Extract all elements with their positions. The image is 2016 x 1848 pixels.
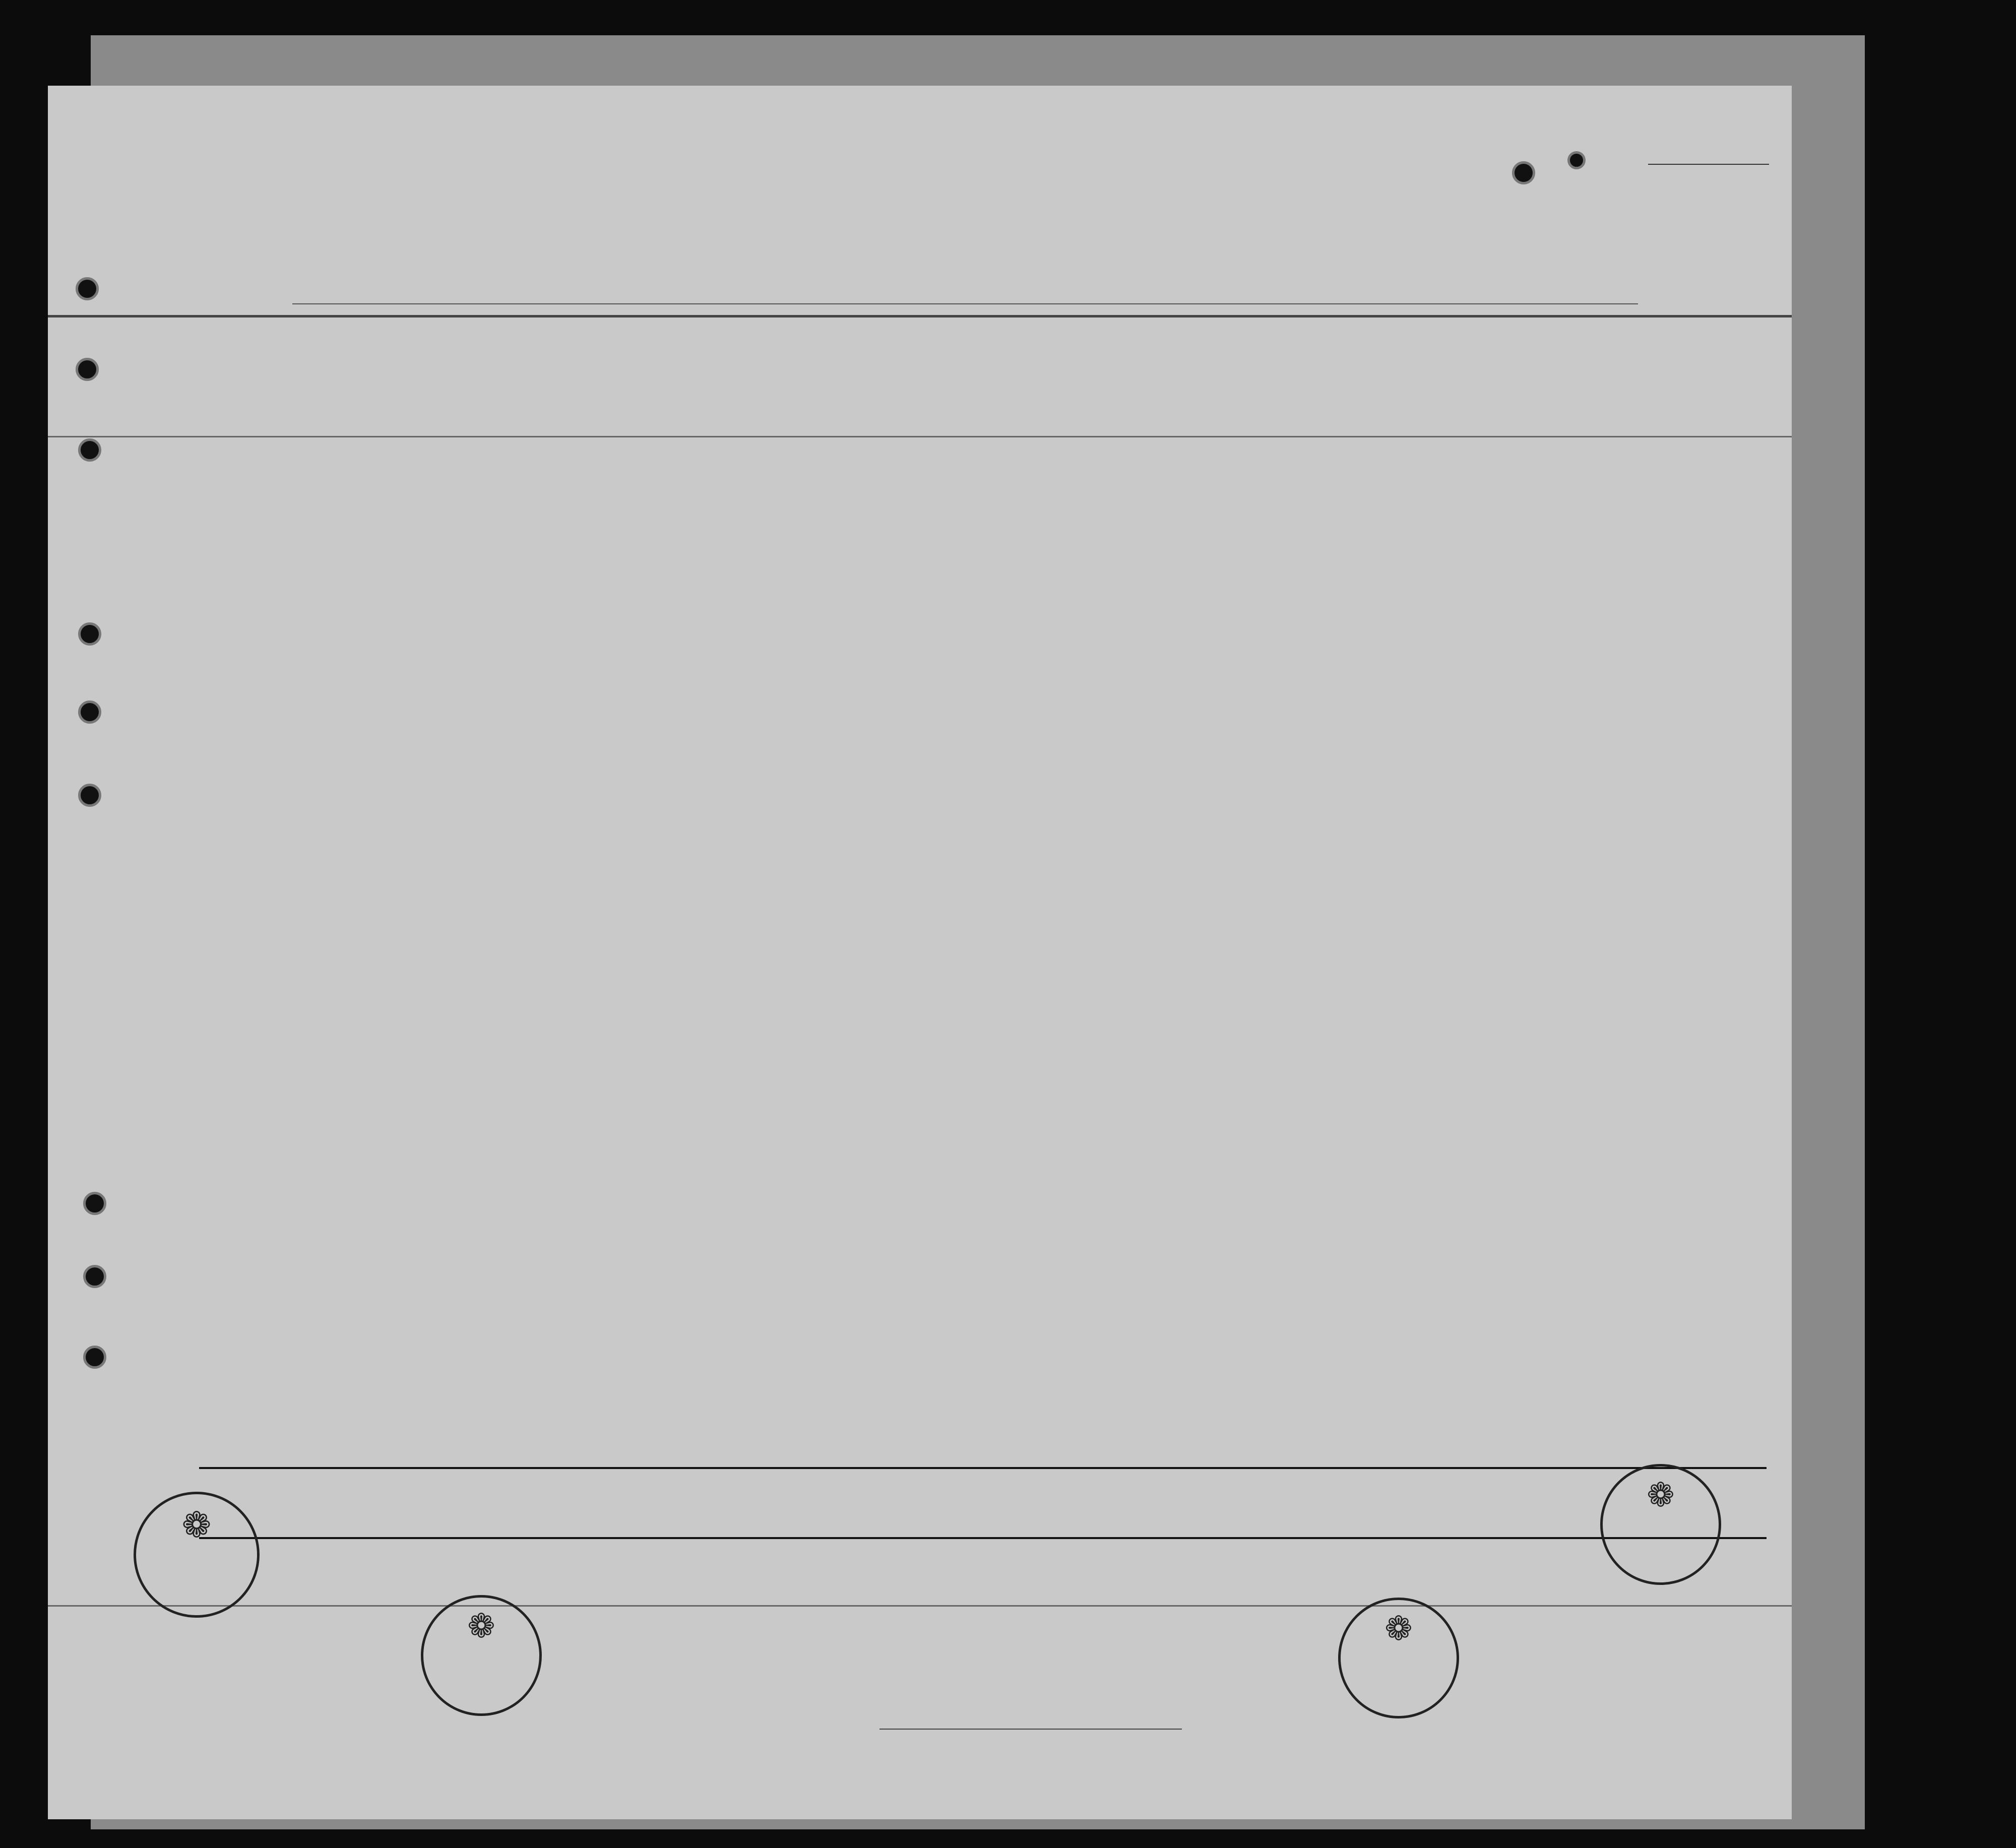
sheet-number-underline (1648, 164, 1769, 165)
eagle-icon: ❁ (1384, 1609, 1413, 1648)
punch-hole (83, 1265, 106, 1288)
strike-line-row-28 (199, 1537, 1767, 1539)
punch-hole (83, 1192, 106, 1215)
eagle-icon: ❁ (181, 1504, 212, 1546)
punch-hole (78, 438, 101, 462)
footer-top-border (48, 1605, 1792, 1607)
punch-hole (76, 358, 99, 381)
manifest-sheet (48, 86, 1792, 1819)
punch-hole (78, 700, 101, 724)
punch-hole (1567, 151, 1586, 169)
punch-hole (1512, 161, 1535, 184)
strike-line-row-26 (199, 1467, 1767, 1469)
consulate-stamp (421, 1595, 542, 1716)
punch-hole (78, 784, 101, 807)
table-top-border (48, 315, 1792, 317)
consulate-stamp (134, 1492, 260, 1618)
punch-hole (83, 1346, 106, 1369)
header-bottom-border (48, 436, 1792, 437)
eagle-icon: ❁ (467, 1607, 495, 1645)
consulate-stamp (1600, 1464, 1721, 1585)
vessel-underline (292, 303, 1638, 304)
punch-hole (76, 277, 99, 300)
punch-hole (78, 622, 101, 646)
inspector-signature-line (879, 1729, 1182, 1730)
eagle-icon: ❁ (1647, 1476, 1675, 1514)
consulate-stamp (1338, 1598, 1459, 1718)
